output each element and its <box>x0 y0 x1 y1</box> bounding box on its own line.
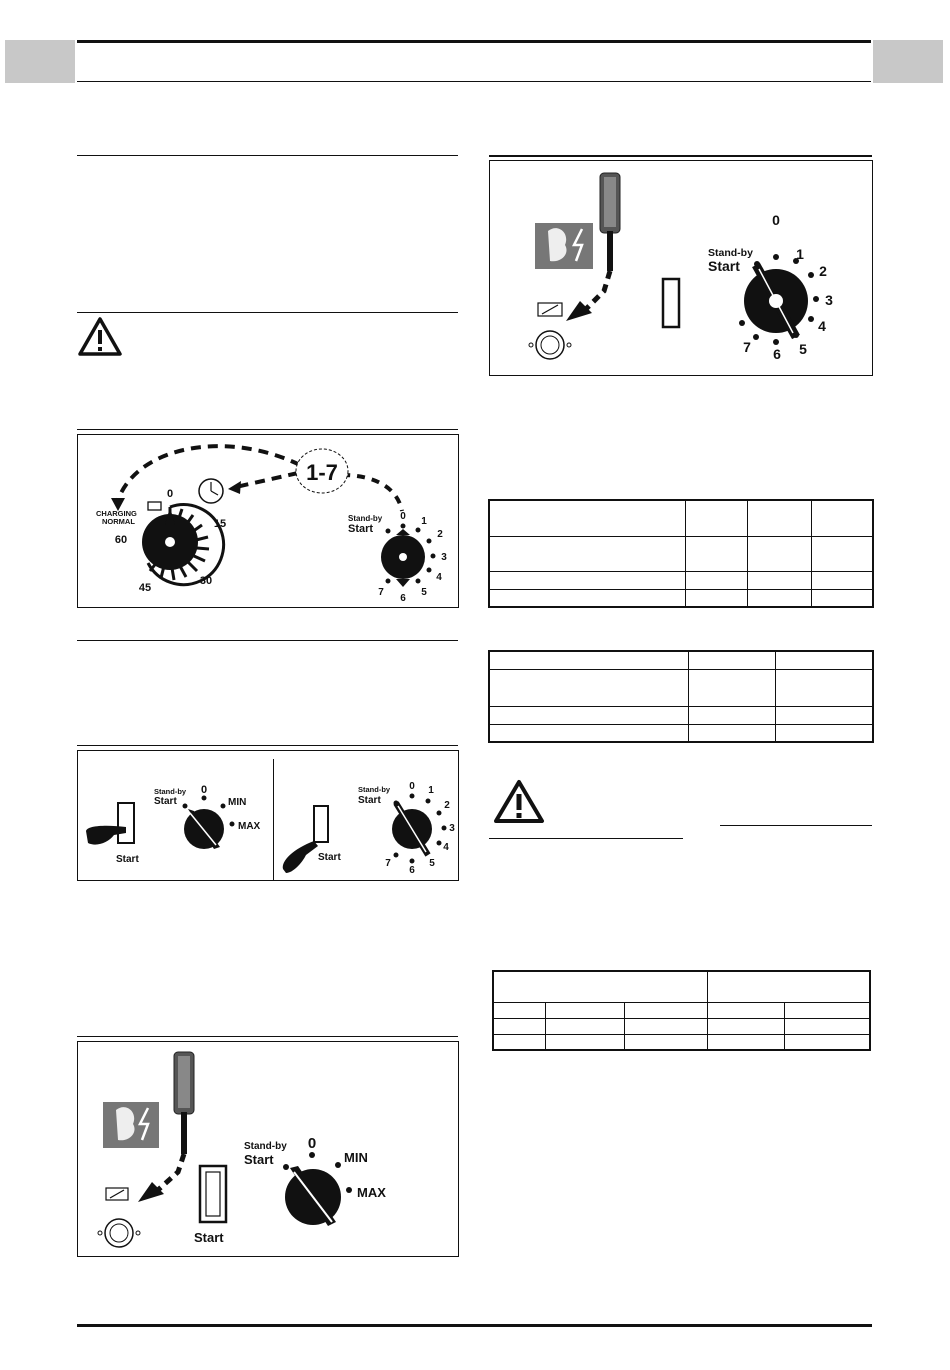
table-row <box>493 1018 870 1034</box>
table-2 <box>488 650 874 743</box>
standby-label-2: Stand-by <box>358 785 391 794</box>
charging-label: CHARGING <box>96 509 137 518</box>
table-row <box>489 500 873 536</box>
power-tick-5: 5 <box>421 587 427 598</box>
start-button-label-2: Start <box>318 852 341 863</box>
table-row <box>489 669 873 706</box>
bottom-left-figure <box>77 1041 459 1257</box>
tick-2: 2 <box>819 263 827 279</box>
section-rule <box>77 155 458 156</box>
table-row <box>489 536 873 571</box>
table-3 <box>492 970 871 1051</box>
tick-5: 5 <box>429 858 435 869</box>
power-tick-2: 2 <box>437 529 443 540</box>
timer-tick-15: 15 <box>213 518 227 530</box>
figure-rule <box>77 429 458 430</box>
table-row <box>489 651 873 669</box>
section-rule <box>77 312 458 313</box>
tick-6: 6 <box>409 865 415 876</box>
start-button <box>663 279 679 327</box>
charging-figure <box>77 434 459 608</box>
tick-4: 4 <box>443 842 449 853</box>
table-row <box>493 1002 870 1018</box>
table-row <box>489 706 873 724</box>
power-tick-3: 3 <box>441 552 447 563</box>
footer-rule <box>77 1324 872 1327</box>
header-left-tab <box>5 40 75 83</box>
tick-4: 4 <box>818 318 826 334</box>
top-right-figure <box>489 160 873 376</box>
table-1 <box>488 499 874 608</box>
start-button-label: Start <box>116 854 139 865</box>
warning-icon <box>77 316 123 358</box>
tick-7: 7 <box>743 339 751 355</box>
start-label: Start <box>348 523 374 535</box>
underline-rule <box>720 825 872 826</box>
max-label: MAX <box>238 821 261 832</box>
figure-rule <box>489 155 872 157</box>
timer-tick-0: 0 <box>166 488 174 500</box>
standby-label: Stand-by <box>348 514 383 523</box>
power-tick-0: 0 <box>400 511 406 522</box>
table-row <box>489 589 873 607</box>
figure-rule <box>77 745 458 746</box>
tick-7: 7 <box>385 858 391 869</box>
warning-icon <box>493 779 545 825</box>
tick-1: 1 <box>796 246 804 262</box>
panel-divider <box>273 759 274 881</box>
timer-tick-30: 30 <box>199 575 213 587</box>
power-tick-7: 7 <box>378 587 384 598</box>
power-tick-1: 1 <box>421 516 427 527</box>
tick-2: 2 <box>444 800 450 811</box>
zero-label: 0 <box>307 1135 317 1152</box>
power-tick-4: 4 <box>436 572 442 583</box>
standby-label: Stand-by <box>244 1141 287 1152</box>
start-label-2: Start <box>358 795 381 806</box>
timer-tick-45: 45 <box>138 582 152 594</box>
zero-label: 0 <box>200 784 208 796</box>
start-label: Start <box>244 1152 274 1167</box>
min-label: MIN <box>228 797 247 808</box>
tick-3: 3 <box>449 823 455 834</box>
tick-6: 6 <box>773 346 781 362</box>
start-label: Start <box>708 258 740 274</box>
hand-icon-2 <box>283 841 318 873</box>
underline-rule <box>489 838 683 839</box>
table-row <box>493 971 870 1002</box>
standby-label: Stand-by <box>154 787 187 796</box>
start-figure <box>77 750 459 881</box>
tick-5: 5 <box>799 341 807 357</box>
start-label: Start <box>154 796 177 807</box>
standby-label: Stand-by <box>708 247 753 259</box>
power-tick-6: 6 <box>400 593 406 604</box>
normal-label: NORMAL <box>102 517 135 526</box>
timer-tick-60: 60 <box>114 534 128 546</box>
tick-3: 3 <box>825 292 833 308</box>
page-header <box>77 40 871 82</box>
min-label: MIN <box>344 1150 368 1165</box>
section-rule <box>77 640 458 641</box>
figure-rule <box>77 1036 458 1037</box>
table-row <box>489 571 873 589</box>
max-label: MAX <box>357 1185 386 1200</box>
start-button-2 <box>314 806 328 842</box>
tick-1: 1 <box>428 785 434 796</box>
range-label: 1-7 <box>306 460 338 485</box>
tick-0: 0 <box>772 212 780 228</box>
start-button-label: Start <box>194 1230 224 1245</box>
start-button <box>118 803 134 843</box>
table-row <box>489 724 873 742</box>
header-right-tab <box>873 40 943 83</box>
table-row <box>493 1034 870 1050</box>
tick-0: 0 <box>409 781 415 792</box>
battery-icon <box>148 502 161 510</box>
